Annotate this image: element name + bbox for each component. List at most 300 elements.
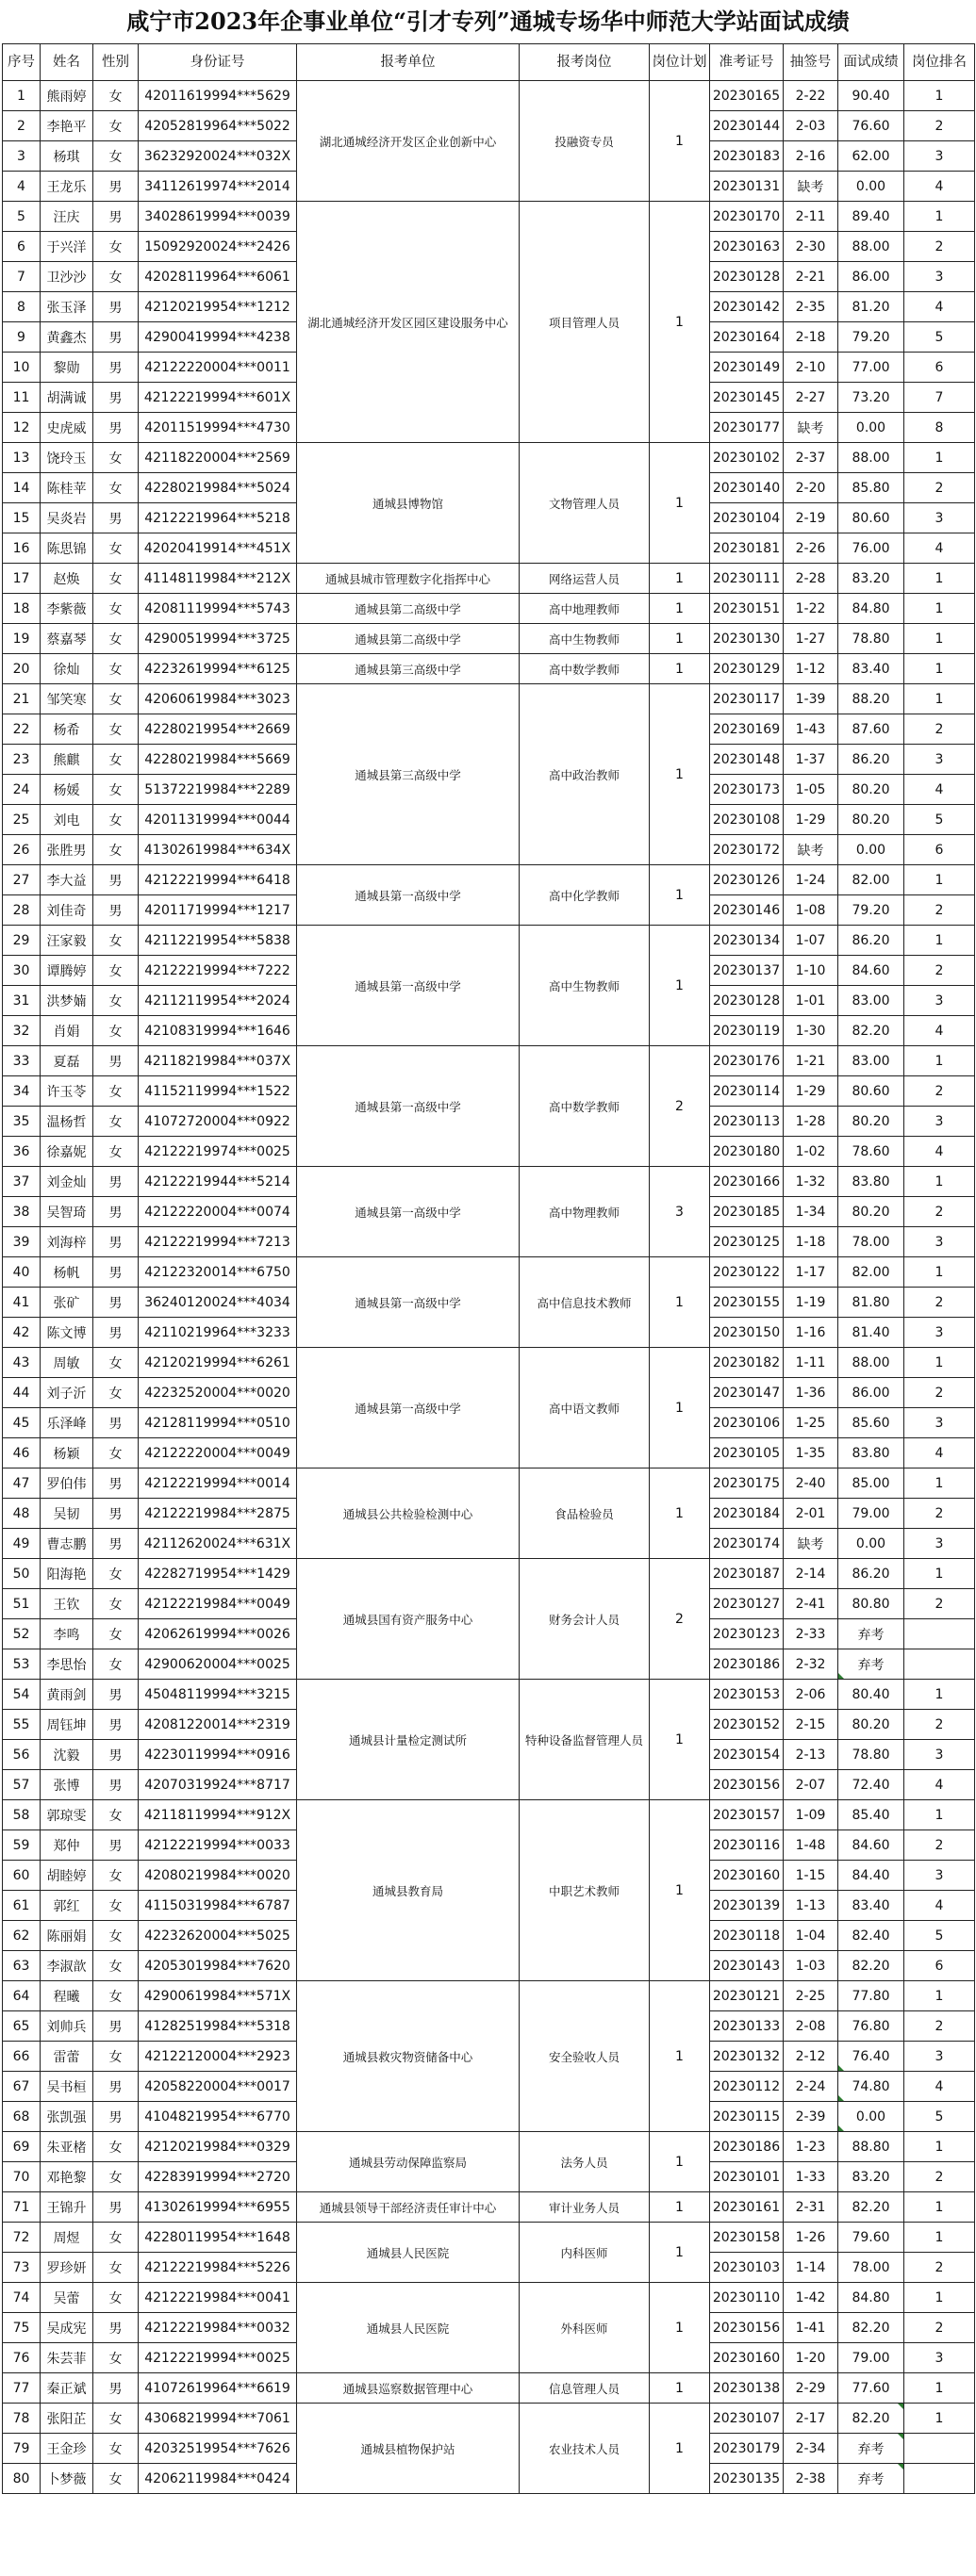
row-number-cell: 24 bbox=[3, 775, 41, 805]
name-cell: 秦正斌 bbox=[41, 2373, 93, 2404]
rank-cell: 6 bbox=[904, 835, 975, 865]
table-row bbox=[3, 654, 975, 684]
score-cell: 83.20 bbox=[838, 564, 904, 594]
position-cell: 高中语文教师 bbox=[520, 1348, 650, 1468]
rank-cell: 3 bbox=[904, 1740, 975, 1770]
rank-cell: 5 bbox=[904, 322, 975, 353]
score-cell: 0.00 bbox=[838, 835, 904, 865]
score-cell: 0.00 bbox=[838, 1529, 904, 1559]
score-cell: 83.00 bbox=[838, 986, 904, 1016]
id-number-cell: 42128119994***0510 bbox=[139, 1408, 297, 1438]
name-cell: 刘帅兵 bbox=[41, 2011, 93, 2042]
gender-cell: 女 bbox=[93, 956, 139, 986]
row-number-cell: 27 bbox=[3, 865, 41, 895]
row-number-cell: 69 bbox=[3, 2132, 41, 2162]
row-number-cell: 39 bbox=[3, 1227, 41, 1257]
name-cell: 黎勋 bbox=[41, 353, 93, 383]
gender-cell: 女 bbox=[93, 1076, 139, 1107]
gender-cell: 男 bbox=[93, 353, 139, 383]
row-number-cell: 26 bbox=[3, 835, 41, 865]
rank-cell: 5 bbox=[904, 2102, 975, 2132]
name-cell: 郑仲 bbox=[41, 1830, 93, 1861]
ticket-number-cell: 20230114 bbox=[710, 1076, 784, 1107]
unit-cell: 通城县公共检验检测中心 bbox=[297, 1468, 520, 1559]
gender-cell: 女 bbox=[93, 1981, 139, 2011]
plan-cell: 1 bbox=[650, 443, 710, 564]
row-number-cell: 15 bbox=[3, 503, 41, 533]
gender-cell: 男 bbox=[93, 1408, 139, 1438]
ticket-number-cell: 20230148 bbox=[710, 745, 784, 775]
rank-cell: 3 bbox=[904, 2042, 975, 2072]
name-cell: 张矿 bbox=[41, 1288, 93, 1318]
table-row bbox=[3, 1468, 975, 1499]
rank-cell: 6 bbox=[904, 353, 975, 383]
id-number-cell: 42122219994***0014 bbox=[139, 1468, 297, 1499]
row-number-cell: 5 bbox=[3, 202, 41, 232]
unit-cell: 通城县第一高级中学 bbox=[297, 865, 520, 926]
name-cell: 阳海艳 bbox=[41, 1559, 93, 1589]
rank-cell: 1 bbox=[904, 1348, 975, 1378]
row-number-cell: 43 bbox=[3, 1348, 41, 1378]
gender-cell: 男 bbox=[93, 1770, 139, 1800]
rank-cell: 6 bbox=[904, 1951, 975, 1981]
unit-cell: 通城县植物保护站 bbox=[297, 2404, 520, 2494]
score-cell: 88.20 bbox=[838, 684, 904, 714]
name-cell: 杨颖 bbox=[41, 1438, 93, 1468]
rank-cell: 4 bbox=[904, 775, 975, 805]
name-cell: 蔡嘉琴 bbox=[41, 624, 93, 654]
gender-cell: 男 bbox=[93, 2192, 139, 2223]
gender-cell: 男 bbox=[93, 1257, 139, 1288]
unit-cell: 通城县第一高级中学 bbox=[297, 926, 520, 1046]
unit-cell: 通城县第一高级中学 bbox=[297, 1046, 520, 1167]
score-cell: 79.00 bbox=[838, 1499, 904, 1529]
plan-cell: 1 bbox=[650, 1348, 710, 1468]
ticket-number-cell: 20230154 bbox=[710, 1740, 784, 1770]
id-number-cell: 42058220004***0017 bbox=[139, 2072, 297, 2102]
id-number-cell: 42900519994***3725 bbox=[139, 624, 297, 654]
draw-number-cell: 1-14 bbox=[784, 2253, 838, 2283]
id-number-cell: 42118220004***2569 bbox=[139, 443, 297, 473]
row-number-cell: 22 bbox=[3, 714, 41, 745]
id-number-cell: 42230119994***0916 bbox=[139, 1740, 297, 1770]
row-number-cell: 49 bbox=[3, 1529, 41, 1559]
rank-cell: 2 bbox=[904, 1076, 975, 1107]
position-cell: 高中数学教师 bbox=[520, 654, 650, 684]
id-number-cell: 42122219944***5214 bbox=[139, 1167, 297, 1197]
draw-number-cell: 2-16 bbox=[784, 141, 838, 172]
score-cell: 78.80 bbox=[838, 624, 904, 654]
id-number-cell: 42028119964***6061 bbox=[139, 262, 297, 292]
gender-cell: 女 bbox=[93, 81, 139, 111]
score-cell: 80.60 bbox=[838, 503, 904, 533]
rank-cell: 1 bbox=[904, 1680, 975, 1710]
draw-number-cell: 2-34 bbox=[784, 2434, 838, 2464]
score-cell: 83.00 bbox=[838, 1046, 904, 1076]
score-cell: 81.80 bbox=[838, 1288, 904, 1318]
ticket-number-cell: 20230107 bbox=[710, 2404, 784, 2434]
name-cell: 刘金灿 bbox=[41, 1167, 93, 1197]
gender-cell: 女 bbox=[93, 1951, 139, 1981]
id-number-cell: 42120219954***1212 bbox=[139, 292, 297, 322]
unit-cell: 通城县人民医院 bbox=[297, 2223, 520, 2283]
table-row bbox=[3, 1046, 975, 1076]
header-cell: 抽签号 bbox=[784, 44, 838, 81]
row-number-cell: 18 bbox=[3, 594, 41, 624]
id-number-cell: 41150319984***6787 bbox=[139, 1891, 297, 1921]
draw-number-cell: 2-11 bbox=[784, 202, 838, 232]
score-cell: 76.80 bbox=[838, 2011, 904, 2042]
rank-cell: 4 bbox=[904, 1770, 975, 1800]
position-cell: 网络运营人员 bbox=[520, 564, 650, 594]
id-number-cell: 42122219984***0032 bbox=[139, 2313, 297, 2343]
score-cell: 77.00 bbox=[838, 353, 904, 383]
name-cell: 郭琼雯 bbox=[41, 1800, 93, 1830]
plan-cell: 1 bbox=[650, 2192, 710, 2223]
unit-cell: 通城县第二高级中学 bbox=[297, 594, 520, 624]
unit-cell: 通城县计量检定测试所 bbox=[297, 1680, 520, 1800]
rank-cell: 3 bbox=[904, 986, 975, 1016]
gender-cell: 男 bbox=[93, 1046, 139, 1076]
ticket-number-cell: 20230172 bbox=[710, 835, 784, 865]
name-cell: 刘电 bbox=[41, 805, 93, 835]
name-cell: 杨琪 bbox=[41, 141, 93, 172]
rank-cell: 1 bbox=[904, 594, 975, 624]
id-number-cell: 36240120024***4034 bbox=[139, 1288, 297, 1318]
header-cell: 岗位计划 bbox=[650, 44, 710, 81]
gender-cell: 男 bbox=[93, 1499, 139, 1529]
ticket-number-cell: 20230137 bbox=[710, 956, 784, 986]
score-table bbox=[2, 43, 975, 2494]
table-row bbox=[3, 1680, 975, 1710]
gender-cell: 女 bbox=[93, 564, 139, 594]
gender-cell: 男 bbox=[93, 1318, 139, 1348]
row-number-cell: 79 bbox=[3, 2434, 41, 2464]
id-number-cell: 42011619994***5629 bbox=[139, 81, 297, 111]
id-number-cell: 42122219994***7213 bbox=[139, 1227, 297, 1257]
table-row bbox=[3, 594, 975, 624]
row-number-cell: 13 bbox=[3, 443, 41, 473]
unit-cell: 通城县第一高级中学 bbox=[297, 1257, 520, 1348]
gender-cell: 女 bbox=[93, 1438, 139, 1468]
gender-cell: 女 bbox=[93, 2253, 139, 2283]
rank-cell: 4 bbox=[904, 172, 975, 202]
gender-cell: 女 bbox=[93, 2343, 139, 2373]
draw-number-cell: 1-42 bbox=[784, 2283, 838, 2313]
table-row bbox=[3, 926, 975, 956]
unit-cell: 湖北通城经济开发区企业创新中心 bbox=[297, 81, 520, 202]
draw-number-cell: 1-26 bbox=[784, 2223, 838, 2253]
id-number-cell: 42053019984***7620 bbox=[139, 1951, 297, 1981]
id-number-cell: 42232619994***6125 bbox=[139, 654, 297, 684]
id-number-cell: 42122219984***2875 bbox=[139, 1499, 297, 1529]
gender-cell: 女 bbox=[93, 1589, 139, 1619]
gender-cell: 女 bbox=[93, 1016, 139, 1046]
id-number-cell: 42080219984***0020 bbox=[139, 1861, 297, 1891]
plan-cell: 2 bbox=[650, 1046, 710, 1167]
draw-number-cell: 2-40 bbox=[784, 1468, 838, 1499]
ticket-number-cell: 20230108 bbox=[710, 805, 784, 835]
draw-number-cell: 2-08 bbox=[784, 2011, 838, 2042]
position-cell: 高中化学教师 bbox=[520, 865, 650, 926]
id-number-cell: 41282519984***5318 bbox=[139, 2011, 297, 2042]
ticket-number-cell: 20230161 bbox=[710, 2192, 784, 2223]
score-cell: 78.00 bbox=[838, 1227, 904, 1257]
rank-cell: 2 bbox=[904, 1197, 975, 1227]
gender-cell: 女 bbox=[93, 594, 139, 624]
table-row bbox=[3, 865, 975, 895]
row-number-cell: 2 bbox=[3, 111, 41, 141]
draw-number-cell: 2-37 bbox=[784, 443, 838, 473]
rank-cell: 3 bbox=[904, 1107, 975, 1137]
ticket-number-cell: 20230106 bbox=[710, 1408, 784, 1438]
unit-cell: 通城县第一高级中学 bbox=[297, 1167, 520, 1257]
header-cell: 报考岗位 bbox=[520, 44, 650, 81]
draw-number-cell: 1-35 bbox=[784, 1438, 838, 1468]
score-cell: 80.20 bbox=[838, 1197, 904, 1227]
row-number-cell: 55 bbox=[3, 1710, 41, 1740]
ticket-number-cell: 20230157 bbox=[710, 1800, 784, 1830]
id-number-cell: 42032519954***7626 bbox=[139, 2434, 297, 2464]
score-cell: 78.60 bbox=[838, 1137, 904, 1167]
gender-cell: 女 bbox=[93, 2434, 139, 2464]
draw-number-cell: 2-21 bbox=[784, 262, 838, 292]
score-cell: 78.80 bbox=[838, 1740, 904, 1770]
draw-number-cell: 2-29 bbox=[784, 2373, 838, 2404]
gender-cell: 男 bbox=[93, 2072, 139, 2102]
draw-number-cell: 1-01 bbox=[784, 986, 838, 1016]
unit-cell: 通城县第一高级中学 bbox=[297, 1348, 520, 1468]
rank-cell bbox=[904, 1619, 975, 1649]
name-cell: 吴智琦 bbox=[41, 1197, 93, 1227]
ticket-number-cell: 20230118 bbox=[710, 1921, 784, 1951]
gender-cell: 女 bbox=[93, 684, 139, 714]
rank-cell: 1 bbox=[904, 2373, 975, 2404]
row-number-cell: 75 bbox=[3, 2313, 41, 2343]
row-number-cell: 80 bbox=[3, 2464, 41, 2494]
rank-cell: 4 bbox=[904, 1137, 975, 1167]
rank-cell: 4 bbox=[904, 533, 975, 564]
gender-cell: 男 bbox=[93, 2102, 139, 2132]
ticket-number-cell: 20230110 bbox=[710, 2283, 784, 2313]
row-number-cell: 3 bbox=[3, 141, 41, 172]
score-cell: 79.60 bbox=[838, 2223, 904, 2253]
rank-cell: 2 bbox=[904, 2011, 975, 2042]
position-cell: 高中数学教师 bbox=[520, 1046, 650, 1167]
name-cell: 罗伯伟 bbox=[41, 1468, 93, 1499]
row-number-cell: 59 bbox=[3, 1830, 41, 1861]
score-cell: 76.40 bbox=[838, 2042, 904, 2072]
name-cell: 汪庆 bbox=[41, 202, 93, 232]
ticket-number-cell: 20230111 bbox=[710, 564, 784, 594]
plan-cell: 1 bbox=[650, 2404, 710, 2494]
score-cell: 86.20 bbox=[838, 926, 904, 956]
table-row bbox=[3, 2404, 975, 2434]
name-cell: 周钰坤 bbox=[41, 1710, 93, 1740]
rank-cell: 1 bbox=[904, 1981, 975, 2011]
ticket-number-cell: 20230151 bbox=[710, 594, 784, 624]
unit-cell: 通城县第三高级中学 bbox=[297, 684, 520, 865]
score-cell: 86.20 bbox=[838, 1559, 904, 1589]
id-number-cell: 42280219954***2669 bbox=[139, 714, 297, 745]
ticket-number-cell: 20230180 bbox=[710, 1137, 784, 1167]
score-cell: 80.60 bbox=[838, 1076, 904, 1107]
row-number-cell: 8 bbox=[3, 292, 41, 322]
gender-cell: 女 bbox=[93, 1800, 139, 1830]
gender-cell: 男 bbox=[93, 322, 139, 353]
gender-cell: 女 bbox=[93, 986, 139, 1016]
draw-number-cell: 1-07 bbox=[784, 926, 838, 956]
id-number-cell: 42081119994***5743 bbox=[139, 594, 297, 624]
row-number-cell: 76 bbox=[3, 2343, 41, 2373]
id-number-cell: 41148119984***212X bbox=[139, 564, 297, 594]
ticket-number-cell: 20230181 bbox=[710, 533, 784, 564]
row-number-cell: 62 bbox=[3, 1921, 41, 1951]
rank-cell: 8 bbox=[904, 413, 975, 443]
name-cell: 吴书桓 bbox=[41, 2072, 93, 2102]
name-cell: 刘佳奇 bbox=[41, 895, 93, 926]
score-cell: 88.00 bbox=[838, 1348, 904, 1378]
gender-cell: 男 bbox=[93, 2011, 139, 2042]
ticket-number-cell: 20230104 bbox=[710, 503, 784, 533]
id-number-cell: 42122219984***5226 bbox=[139, 2253, 297, 2283]
name-cell: 胡睦婷 bbox=[41, 1861, 93, 1891]
plan-cell: 1 bbox=[650, 2373, 710, 2404]
gender-cell: 女 bbox=[93, 1861, 139, 1891]
ticket-number-cell: 20230187 bbox=[710, 1559, 784, 1589]
ticket-number-cell: 20230101 bbox=[710, 2162, 784, 2192]
id-number-cell: 42112219954***5838 bbox=[139, 926, 297, 956]
id-number-cell: 42011319994***0044 bbox=[139, 805, 297, 835]
position-cell: 安全验收人员 bbox=[520, 1981, 650, 2132]
gender-cell: 女 bbox=[93, 654, 139, 684]
name-cell: 李大益 bbox=[41, 865, 93, 895]
rank-cell: 1 bbox=[904, 81, 975, 111]
name-cell: 王金珍 bbox=[41, 2434, 93, 2464]
table-row bbox=[3, 624, 975, 654]
draw-number-cell: 1-33 bbox=[784, 2162, 838, 2192]
ticket-number-cell: 20230138 bbox=[710, 2373, 784, 2404]
ticket-number-cell: 20230186 bbox=[710, 2132, 784, 2162]
plan-cell: 1 bbox=[650, 1680, 710, 1800]
ticket-number-cell: 20230179 bbox=[710, 2434, 784, 2464]
score-cell: 0.00 bbox=[838, 413, 904, 443]
draw-number-cell: 1-19 bbox=[784, 1288, 838, 1318]
ticket-number-cell: 20230121 bbox=[710, 1981, 784, 2011]
row-number-cell: 45 bbox=[3, 1408, 41, 1438]
row-number-cell: 35 bbox=[3, 1107, 41, 1137]
gender-cell: 女 bbox=[93, 775, 139, 805]
score-cell: 77.80 bbox=[838, 1981, 904, 2011]
name-cell: 王龙乐 bbox=[41, 172, 93, 202]
score-cell: 弃考 bbox=[838, 2434, 904, 2464]
id-number-cell: 41152119994***1522 bbox=[139, 1076, 297, 1107]
score-cell: 80.20 bbox=[838, 805, 904, 835]
ticket-number-cell: 20230125 bbox=[710, 1227, 784, 1257]
draw-number-cell: 1-03 bbox=[784, 1951, 838, 1981]
position-cell: 高中生物教师 bbox=[520, 624, 650, 654]
draw-number-cell: 2-03 bbox=[784, 111, 838, 141]
score-cell: 80.20 bbox=[838, 775, 904, 805]
score-cell: 78.00 bbox=[838, 2253, 904, 2283]
id-number-cell: 42280119954***1648 bbox=[139, 2223, 297, 2253]
draw-number-cell: 2-18 bbox=[784, 322, 838, 353]
rank-cell: 1 bbox=[904, 684, 975, 714]
unit-cell: 通城县第二高级中学 bbox=[297, 624, 520, 654]
id-number-cell: 42122220004***0011 bbox=[139, 353, 297, 383]
gender-cell: 女 bbox=[93, 1137, 139, 1167]
row-number-cell: 9 bbox=[3, 322, 41, 353]
name-cell: 王锦升 bbox=[41, 2192, 93, 2223]
rank-cell bbox=[904, 2464, 975, 2494]
draw-number-cell: 2-25 bbox=[784, 1981, 838, 2011]
unit-cell: 通城县第三高级中学 bbox=[297, 654, 520, 684]
table-row bbox=[3, 81, 975, 111]
id-number-cell: 42280219984***5024 bbox=[139, 473, 297, 503]
position-cell: 项目管理人员 bbox=[520, 202, 650, 443]
plan-cell: 1 bbox=[650, 1468, 710, 1559]
draw-number-cell: 2-19 bbox=[784, 503, 838, 533]
header-cell: 性别 bbox=[93, 44, 139, 81]
ticket-number-cell: 20230133 bbox=[710, 2011, 784, 2042]
gender-cell: 男 bbox=[93, 503, 139, 533]
name-cell: 朱亚楮 bbox=[41, 2132, 93, 2162]
id-number-cell: 42052819964***5022 bbox=[139, 111, 297, 141]
name-cell: 陈桂苹 bbox=[41, 473, 93, 503]
name-cell: 许玉苓 bbox=[41, 1076, 93, 1107]
score-cell: 79.20 bbox=[838, 322, 904, 353]
header-cell: 姓名 bbox=[41, 44, 93, 81]
gender-cell: 女 bbox=[93, 1107, 139, 1137]
id-number-cell: 42112620024***631X bbox=[139, 1529, 297, 1559]
rank-cell: 3 bbox=[904, 262, 975, 292]
row-number-cell: 56 bbox=[3, 1740, 41, 1770]
name-cell: 邹笑寒 bbox=[41, 684, 93, 714]
plan-cell: 1 bbox=[650, 865, 710, 926]
draw-number-cell: 2-17 bbox=[784, 2404, 838, 2434]
row-number-cell: 77 bbox=[3, 2373, 41, 2404]
rank-cell: 1 bbox=[904, 654, 975, 684]
name-cell: 邓艳黎 bbox=[41, 2162, 93, 2192]
position-cell: 法务人员 bbox=[520, 2132, 650, 2192]
score-cell: 74.80 bbox=[838, 2072, 904, 2102]
plan-cell: 1 bbox=[650, 654, 710, 684]
rank-cell: 2 bbox=[904, 1499, 975, 1529]
id-number-cell: 42232520004***0020 bbox=[139, 1378, 297, 1408]
id-number-cell: 42122220004***0049 bbox=[139, 1438, 297, 1468]
rank-cell: 2 bbox=[904, 1288, 975, 1318]
id-number-cell: 42282719954***1429 bbox=[139, 1559, 297, 1589]
ticket-number-cell: 20230127 bbox=[710, 1589, 784, 1619]
gender-cell: 男 bbox=[93, 1710, 139, 1740]
name-cell: 程曦 bbox=[41, 1981, 93, 2011]
score-cell: 85.60 bbox=[838, 1408, 904, 1438]
ticket-number-cell: 20230128 bbox=[710, 986, 784, 1016]
position-cell: 文物管理人员 bbox=[520, 443, 650, 564]
row-number-cell: 33 bbox=[3, 1046, 41, 1076]
gender-cell: 男 bbox=[93, 1680, 139, 1710]
id-number-cell: 42070319924***8717 bbox=[139, 1770, 297, 1800]
rank-cell: 2 bbox=[904, 1589, 975, 1619]
score-cell: 85.40 bbox=[838, 1800, 904, 1830]
gender-cell: 女 bbox=[93, 805, 139, 835]
ticket-number-cell: 20230175 bbox=[710, 1468, 784, 1499]
table-row bbox=[3, 443, 975, 473]
id-number-cell: 42122219994***0025 bbox=[139, 2343, 297, 2373]
draw-number-cell: 2-01 bbox=[784, 1499, 838, 1529]
ticket-number-cell: 20230160 bbox=[710, 1861, 784, 1891]
rank-cell: 2 bbox=[904, 2253, 975, 2283]
